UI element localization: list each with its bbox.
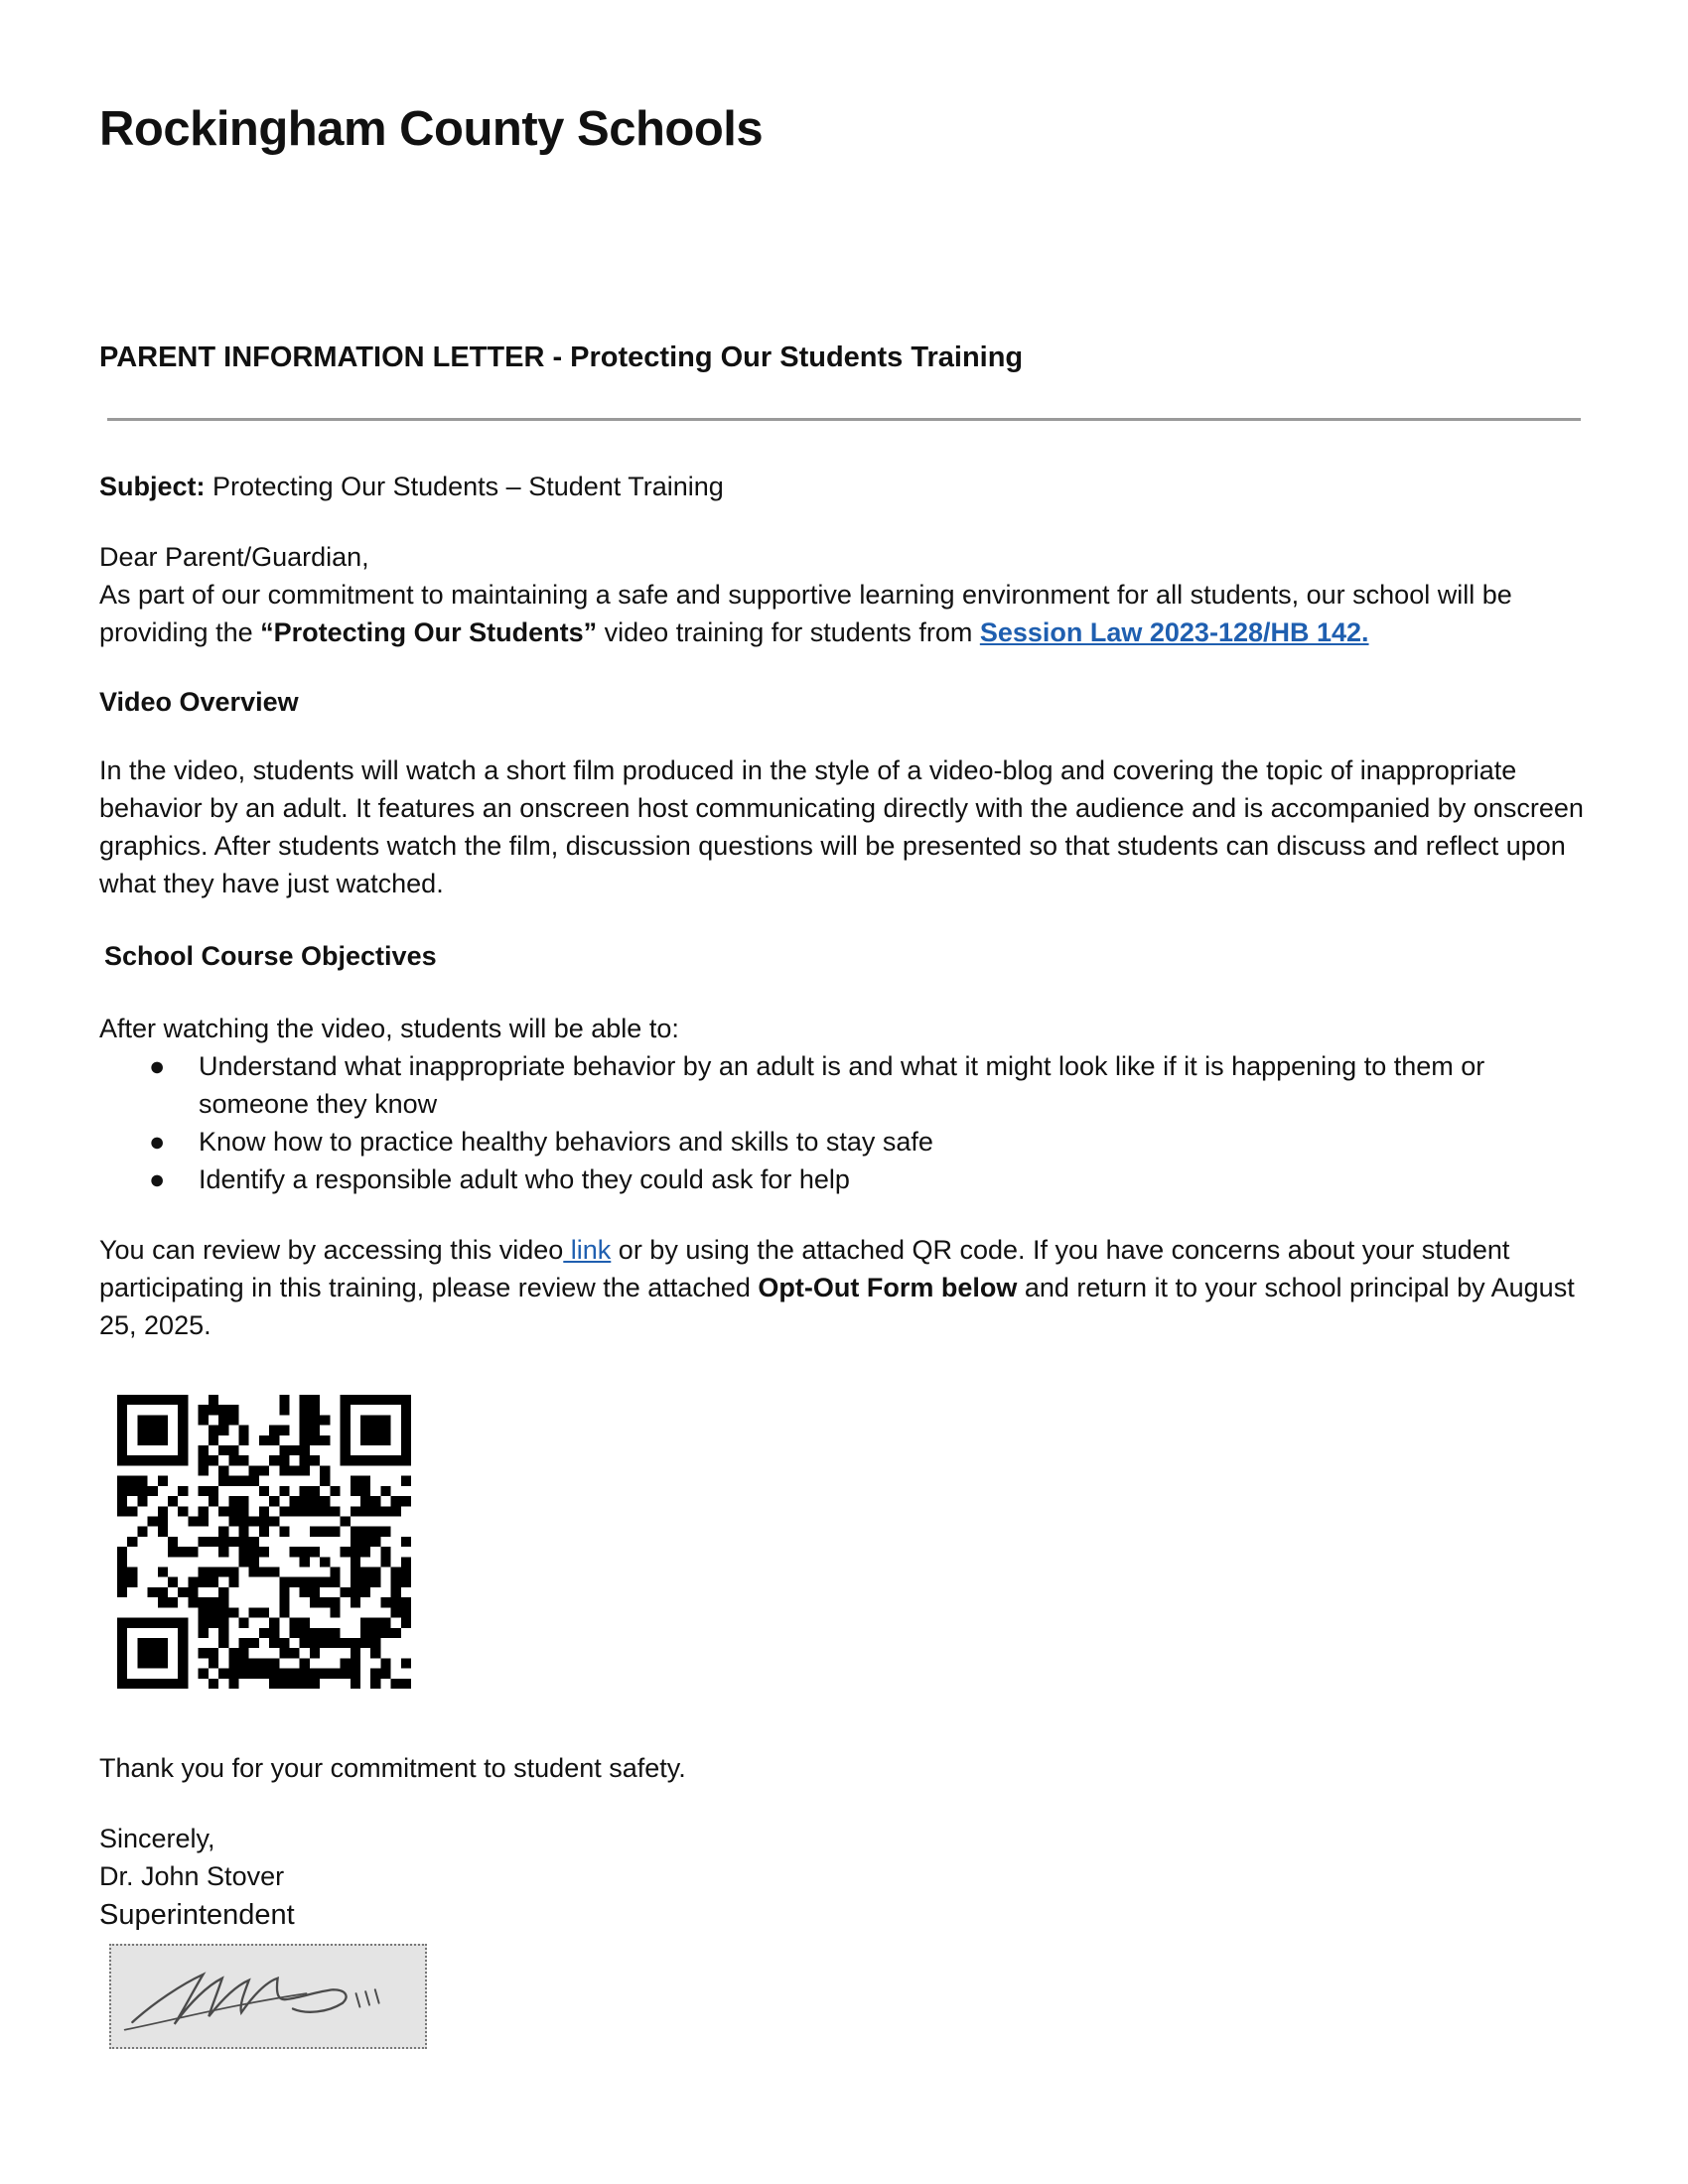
review-paragraph [99, 1231, 1589, 1344]
subject-line [99, 468, 1589, 505]
signer-name: Dr. John Stover [99, 1861, 285, 1891]
organization-title: Rockingham County Schools [99, 102, 764, 156]
letter-title: PARENT INFORMATION LETTER - Protecting Our Students Training [99, 341, 1024, 373]
qr-code-graphic [117, 1395, 411, 1689]
intro-text-2: video training for students from [597, 617, 980, 647]
bullet-icon: ● [149, 1051, 166, 1081]
subject-label: Subject: [99, 472, 206, 501]
greeting: Dear Parent/Guardian, [99, 542, 369, 572]
objective-text: Know how to practice healthy behaviors and skills to stay safe [199, 1127, 933, 1157]
objectives-lead: After watching the video, students will be able to: [99, 1014, 679, 1043]
list-item [99, 1160, 1569, 1198]
review-text-2: or by using the attached QR code. If you have concerns about your student participating in this training, please review the attached [99, 1235, 1510, 1302]
video-overview-heading: Video Overview [99, 687, 299, 717]
objective-text: Understand what inappropriate behavior by an adult is and what it might look like if it is happening to them or someone they know [199, 1051, 1485, 1119]
video-overview-body: In the video, students will watch a short film produced in the style of a video-blog and covering the topic of inappropriate behavior by an adult. It features an onscreen host communicating directly with the audience and is accompanied by onscreen graphics. After students watch the film, discussion questions will be presented so that students can discuss and reflect upon what they have just watched. [99, 755, 1584, 898]
sign-off: Sincerely, [99, 1824, 215, 1853]
video-link[interactable]: link [563, 1235, 612, 1265]
session-law-link[interactable]: Session Law 2023-128/HB 142. [979, 617, 1369, 647]
intro-paragraph [99, 576, 1589, 651]
signer-title: Superintendent [99, 1899, 295, 1931]
signature-image [109, 1944, 427, 2049]
subject-text: Protecting Our Students – Student Training [205, 472, 724, 501]
list-item [99, 1123, 1569, 1160]
bullet-icon: ● [149, 1164, 166, 1194]
qr-code-icon[interactable] [117, 1395, 411, 1689]
objective-text: Identify a responsible adult who they could ask for help [199, 1164, 850, 1194]
objectives-heading: School Course Objectives [104, 941, 437, 971]
signature-icon [111, 1946, 425, 2047]
thank-you-line: Thank you for your commitment to student safety. [99, 1753, 686, 1783]
objectives-list [99, 1047, 1569, 1198]
bullet-icon: ● [149, 1127, 166, 1157]
program-name: “Protecting Our Students” [260, 617, 598, 647]
intro-text-1: As part of our commitment to maintaining a safe and supportive learning environment for all students, our school will be providing the [99, 580, 1512, 647]
list-item [99, 1047, 1569, 1123]
opt-out-form-name: Opt-Out Form below [758, 1273, 1018, 1302]
review-text-1: You can review by accessing this video [99, 1235, 564, 1265]
horizontal-divider [107, 418, 1581, 421]
review-text-3: and return it to your school principal by August 25, 2025. [99, 1273, 1575, 1340]
